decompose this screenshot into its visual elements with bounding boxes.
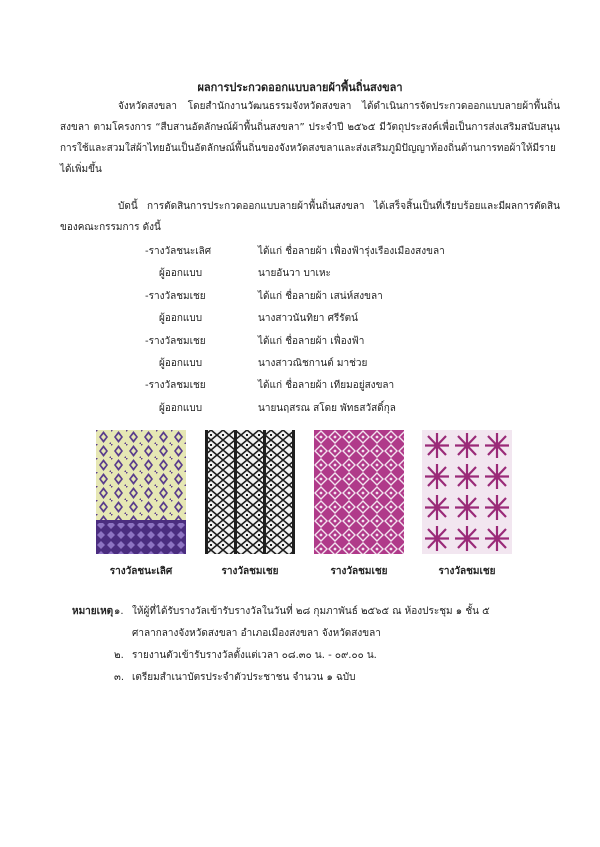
designer-label: ผู้ออกแบบ — [159, 357, 203, 369]
designer-name: นางสาวนันทิยา ศรีรัตน์ — [258, 313, 359, 325]
note-continuation — [72, 626, 552, 648]
note-item — [72, 670, 552, 692]
note-item — [72, 604, 552, 626]
designer-name: นายนฤสรณ สโดย พัทธสวัสดิ์กุล — [258, 402, 396, 414]
fabric-image-honorable-1 — [205, 430, 295, 554]
notes-heading: หมายเหตุ — [72, 606, 114, 617]
designer-label: ผู้ออกแบบ — [159, 268, 203, 280]
intro-paragraph — [60, 96, 560, 180]
designer-name: นายอันวา บาเหะ — [258, 268, 331, 280]
award-label: -รางวัลชมเชย — [145, 380, 206, 392]
notes-section — [72, 604, 552, 692]
award-value: ได้แก่ ชื่อลายผ้า เฟื่องฟ้ารุ่งเรืองเมืองสงขลา — [258, 246, 445, 257]
document-title: ผลการประกวดออกแบบลายผ้าพื้นถิ่นสงขลา — [197, 81, 403, 94]
result-intro-text: บัดนี้ การตัดสินการประกวดออกแบบลายผ้าพื้นถิ่นสงขลา ได้เสร็จสิ้นเป็นที่เรียบร้อยและมีผลการตัดสินของคณะกรรมการ ดังนี้ — [60, 201, 560, 233]
note-text: เตรียมสำเนาบัตรประจำตัวประชาชน จำนวน ๑ ฉบับ — [132, 672, 356, 683]
fabric-image-winner — [96, 430, 186, 554]
fabric-caption: รางวัลชมเชย — [438, 566, 496, 577]
fabric-caption: รางวัลชมเชย — [330, 566, 388, 577]
award-value: ได้แก่ ชื่อลายผ้า เทียมอยู่สงขลา — [258, 380, 395, 392]
award-label: -รางวัลชมเชย — [145, 335, 206, 347]
fabric-image-honorable-3 — [422, 430, 512, 554]
note-text: รายงานตัวเข้ารับรางวัลตั้งแต่เวลา ๐๘.๓๐ น. - ๐๙.๐๐ น. — [132, 650, 377, 661]
note-number: ๒. — [114, 650, 124, 661]
designer-label: ผู้ออกแบบ — [159, 402, 203, 414]
note-item — [72, 648, 552, 670]
note-number: ๓. — [114, 672, 125, 683]
award-value: ได้แก่ ชื่อลายผ้า เฟื่องฟ้า — [258, 335, 365, 347]
award-label: -รางวัลชมเชย — [145, 290, 206, 302]
fabric-caption: รางวัลชนะเลิศ — [109, 566, 173, 577]
award-label: -รางวัลชนะเลิศ — [145, 246, 212, 257]
note-text: ศาลากลางจังหวัดสงขลา อำเภอเมืองสงขลา จังหวัดสงขลา — [132, 628, 381, 639]
designer-name: นางสาวณิชกานต์ มาช่วย — [258, 357, 368, 369]
designer-label: ผู้ออกแบบ — [159, 313, 203, 325]
note-number: ๑. — [114, 606, 124, 617]
award-value: ได้แก่ ชื่อลายผ้า เสน่ห์สงขลา — [258, 290, 383, 302]
note-text: ให้ผู้ที่ได้รับรางวัลเข้ารับรางวัลในวันที่ ๒๘ กุมภาพันธ์ ๒๕๖๕ ณ ห้องประชุม ๑ ชั้น ๕ — [132, 606, 490, 617]
fabric-image-honorable-2 — [314, 430, 404, 554]
fabric-caption: รางวัลชมเชย — [221, 566, 279, 577]
intro-text: จังหวัดสงขลา โดยสำนักงานวัฒนธรรมจังหวัดสงขลา ได้ดำเนินการจัดประกวดออกแบบลายผ้าพื้นถิ่นสงขลา ตามโครงการ “สืบสานอัตลักษณ์ผ้าพื้นถิ่นสงขลา” ประจำปี ๒๕๖๕ มีวัตถุประสงค์เพื่อเป็นการส่งเสริมสนับสนุนการใช้และสวมใส่ผ้าไทยอันเป็นอัตลักษณ์พื้นถิ่นของจังหวัดสงขลาและส่งเสริมภูมิปัญญาท้องถิ่นด้านการทอผ้าให้มีรายได้เพิ่มขึ้น — [60, 101, 560, 175]
result-intro-paragraph — [60, 196, 560, 238]
